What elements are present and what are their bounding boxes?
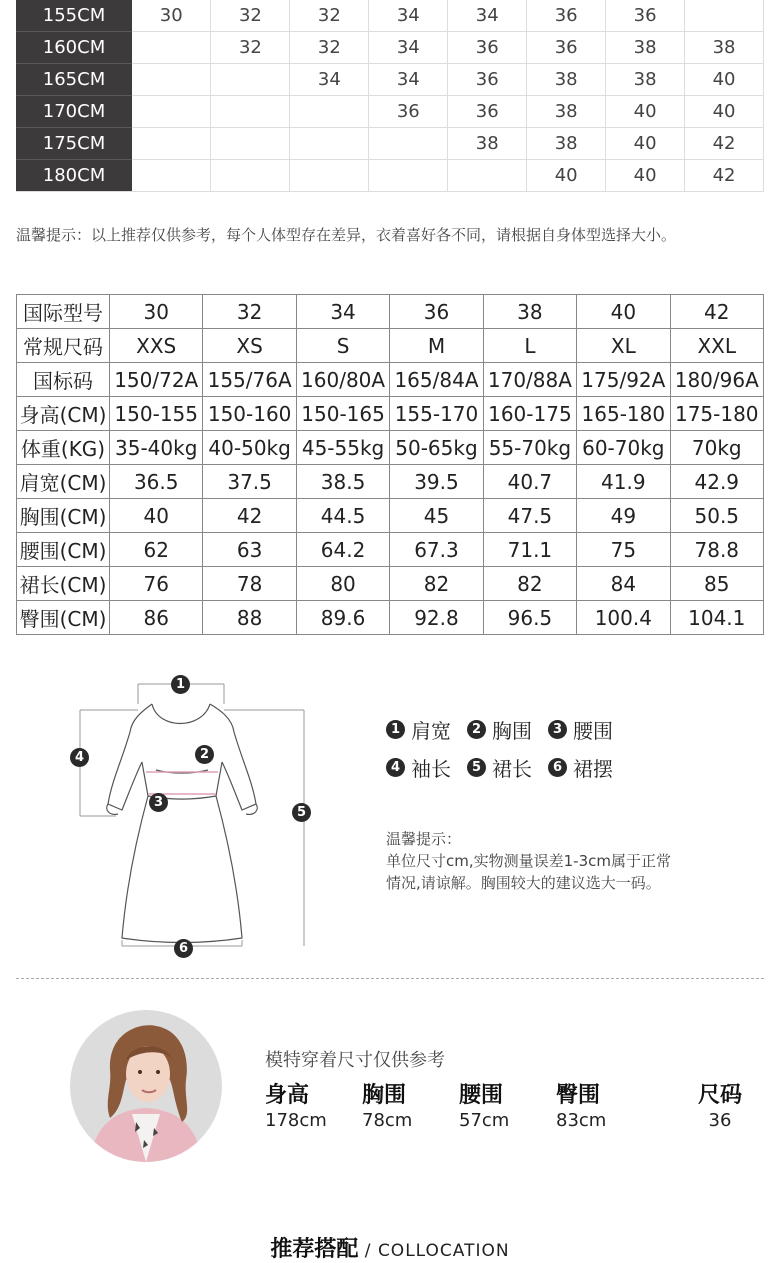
model-col-chest: 胸围 78cm (362, 1083, 413, 1131)
collocation-cn: 推荐搭配 (270, 1237, 359, 1262)
spec-cell: 96.5 (483, 601, 576, 635)
rec-row (16, 64, 764, 96)
badge-icon: 6 (548, 758, 567, 777)
spec-cell: 88 (203, 601, 296, 635)
spec-cell: 36 (390, 295, 483, 329)
legend-hem: 6 裙摆 (548, 753, 613, 782)
measurement-tip (386, 828, 671, 894)
spec-cell: 89.6 (296, 601, 389, 635)
spec-cell: 50.5 (670, 499, 763, 533)
rec-cell (132, 128, 211, 160)
spec-cell: 70kg (670, 431, 763, 465)
spec-cell: 80 (296, 567, 389, 601)
spec-cell: XL (577, 329, 670, 363)
spec-cell: 180/96A (670, 363, 763, 397)
height-size-table (16, 0, 764, 192)
rec-cell (132, 32, 211, 64)
spec-cell: XXS (110, 329, 203, 363)
rec-cell: 36 (448, 32, 527, 64)
rec-cell (211, 96, 290, 128)
spec-cell: 175-180 (670, 397, 763, 431)
spec-label: 臀围(CM) (17, 601, 110, 635)
spec-cell: 85 (670, 567, 763, 601)
spec-cell: 100.4 (577, 601, 670, 635)
spec-row (17, 499, 764, 533)
spec-cell: 67.3 (390, 533, 483, 567)
spec-cell: 40 (577, 295, 670, 329)
size-tip: 温馨提示：以上推荐仅供参考，每个人体型存在差异，衣着喜好各不同，请根据自身体型选择大小。 (16, 226, 677, 244)
spec-cell: 160/80A (296, 363, 389, 397)
measurement-legend (386, 710, 629, 786)
model-avatar (70, 1010, 222, 1162)
rec-height-label: 180CM (16, 160, 132, 192)
badge-2-icon: 2 (195, 745, 214, 764)
rec-height-label: 155CM (16, 0, 132, 32)
rec-cell (211, 64, 290, 96)
spec-cell: 63 (203, 533, 296, 567)
spec-cell: 40 (110, 499, 203, 533)
spec-cell: 84 (577, 567, 670, 601)
spec-cell: 78 (203, 567, 296, 601)
dress-outline-illustration (60, 670, 330, 970)
rec-row (16, 128, 764, 160)
rec-cell: 32 (211, 0, 290, 32)
spec-row (17, 533, 764, 567)
dress-diagram (60, 670, 330, 970)
spec-cell: 42 (203, 499, 296, 533)
rec-cell: 40 (527, 160, 606, 192)
spec-cell: 150-165 (296, 397, 389, 431)
rec-cell (685, 0, 764, 32)
model-col-height: 身高 178cm (265, 1083, 327, 1131)
rec-cell (448, 160, 527, 192)
badge-1-icon: 1 (171, 675, 190, 694)
rec-cell (369, 160, 448, 192)
badge-icon: 5 (467, 758, 486, 777)
spec-cell: 34 (296, 295, 389, 329)
spec-cell: 64.2 (296, 533, 389, 567)
rec-cell (132, 160, 211, 192)
model-photo-illustration (70, 1010, 222, 1162)
rec-cell: 34 (369, 0, 448, 32)
spec-row (17, 363, 764, 397)
spec-row (17, 295, 764, 329)
spec-cell: 41.9 (577, 465, 670, 499)
spec-cell: 104.1 (670, 601, 763, 635)
rec-cell: 40 (606, 96, 685, 128)
spec-cell: 35-40kg (110, 431, 203, 465)
spec-cell: 38.5 (296, 465, 389, 499)
rec-cell: 32 (290, 32, 369, 64)
rec-cell: 36 (527, 32, 606, 64)
badge-5-icon: 5 (292, 803, 311, 822)
spec-cell: 47.5 (483, 499, 576, 533)
rec-height-label: 160CM (16, 32, 132, 64)
spec-label: 裙长(CM) (17, 567, 110, 601)
spec-cell: 160-175 (483, 397, 576, 431)
rec-cell: 38 (527, 64, 606, 96)
spec-cell: 45-55kg (296, 431, 389, 465)
spec-cell: 42 (670, 295, 763, 329)
spec-row (17, 431, 764, 465)
spec-row (17, 601, 764, 635)
rec-cell: 36 (448, 64, 527, 96)
spec-cell: 38 (483, 295, 576, 329)
spec-cell: 55-70kg (483, 431, 576, 465)
rec-cell: 36 (606, 0, 685, 32)
rec-cell: 34 (448, 0, 527, 32)
spec-label: 胸围(CM) (17, 499, 110, 533)
rec-cell (290, 160, 369, 192)
spec-cell: 37.5 (203, 465, 296, 499)
rec-row (16, 160, 764, 192)
rec-height-label: 165CM (16, 64, 132, 96)
rec-cell (290, 128, 369, 160)
rec-cell: 34 (290, 64, 369, 96)
spec-label: 体重(KG) (17, 431, 110, 465)
rec-cell: 42 (685, 160, 764, 192)
badge-6-icon: 6 (174, 939, 193, 958)
rec-cell (132, 96, 211, 128)
rec-cell: 36 (448, 96, 527, 128)
badge-icon: 2 (467, 720, 486, 739)
spec-cell: 155-170 (390, 397, 483, 431)
tip-line: 单位尺寸cm,实物测量误差1-3cm属于正常 (386, 852, 671, 870)
rec-cell: 42 (685, 128, 764, 160)
rec-row (16, 32, 764, 64)
model-col-hip: 臀围 83cm (556, 1083, 607, 1131)
spec-cell: 50-65kg (390, 431, 483, 465)
tip-line: 情况,请谅解。胸围较大的建议选大一码。 (386, 874, 661, 892)
rec-cell: 40 (685, 96, 764, 128)
rec-cell (211, 160, 290, 192)
spec-cell: 40.7 (483, 465, 576, 499)
rec-cell: 34 (369, 64, 448, 96)
legend-shoulder: 1 肩宽 (386, 715, 451, 744)
spec-cell: L (483, 329, 576, 363)
spec-label: 国标码 (17, 363, 110, 397)
spec-cell: 150/72A (110, 363, 203, 397)
spec-cell: 75 (577, 533, 670, 567)
model-col-size: 尺码 36 (697, 1083, 742, 1131)
rec-cell: 36 (369, 96, 448, 128)
spec-cell: 45 (390, 499, 483, 533)
spec-cell: 175/92A (577, 363, 670, 397)
spec-cell: 42.9 (670, 465, 763, 499)
badge-icon: 3 (548, 720, 567, 739)
size-spec-table (16, 294, 764, 635)
rec-cell: 30 (132, 0, 211, 32)
rec-cell: 38 (606, 64, 685, 96)
spec-cell: 165/84A (390, 363, 483, 397)
spec-row (17, 397, 764, 431)
spec-cell: 71.1 (483, 533, 576, 567)
spec-row (17, 329, 764, 363)
legend-sleeve: 4 袖长 (386, 753, 451, 782)
rec-cell: 38 (685, 32, 764, 64)
rec-cell: 36 (527, 0, 606, 32)
rec-cell: 32 (211, 32, 290, 64)
spec-cell: M (390, 329, 483, 363)
spec-label: 肩宽(CM) (17, 465, 110, 499)
spec-cell: 78.8 (670, 533, 763, 567)
divider (16, 978, 764, 979)
rec-cell (290, 96, 369, 128)
model-title: 模特穿着尺寸仅供参考 (265, 1050, 445, 1071)
spec-cell: XS (203, 329, 296, 363)
badge-icon: 1 (386, 720, 405, 739)
spec-cell: 165-180 (577, 397, 670, 431)
spec-cell: 60-70kg (577, 431, 670, 465)
rec-cell: 38 (448, 128, 527, 160)
rec-cell: 38 (606, 32, 685, 64)
spec-cell: 62 (110, 533, 203, 567)
spec-row (17, 567, 764, 601)
model-measurements (265, 1078, 750, 1131)
rec-cell: 40 (685, 64, 764, 96)
spec-cell: 49 (577, 499, 670, 533)
spec-cell: S (296, 329, 389, 363)
spec-label: 腰围(CM) (17, 533, 110, 567)
spec-cell: 155/76A (203, 363, 296, 397)
spec-cell: 82 (483, 567, 576, 601)
spec-label: 身高(CM) (17, 397, 110, 431)
spec-cell: 40-50kg (203, 431, 296, 465)
rec-height-label: 175CM (16, 128, 132, 160)
rec-cell: 40 (606, 128, 685, 160)
spec-cell: 76 (110, 567, 203, 601)
badge-4-icon: 4 (70, 748, 89, 767)
spec-cell: 150-155 (110, 397, 203, 431)
spec-cell: 170/88A (483, 363, 576, 397)
rec-row (16, 0, 764, 32)
rec-cell (132, 64, 211, 96)
badge-3-icon: 3 (149, 793, 168, 812)
spec-cell: 92.8 (390, 601, 483, 635)
rec-cell: 40 (606, 160, 685, 192)
rec-cell (211, 128, 290, 160)
collocation-en: / COLLOCATION (358, 1241, 510, 1261)
spec-cell: 82 (390, 567, 483, 601)
spec-cell: 39.5 (390, 465, 483, 499)
rec-cell: 38 (527, 128, 606, 160)
rec-cell: 38 (527, 96, 606, 128)
spec-label: 国际型号 (17, 295, 110, 329)
spec-row (17, 465, 764, 499)
spec-cell: 36.5 (110, 465, 203, 499)
spec-cell: 32 (203, 295, 296, 329)
rec-height-label: 170CM (16, 96, 132, 128)
legend-chest: 2 胸围 (467, 715, 532, 744)
spec-cell: 30 (110, 295, 203, 329)
spec-label: 常规尺码 (17, 329, 110, 363)
spec-cell: 86 (110, 601, 203, 635)
model-col-waist: 腰围 57cm (459, 1083, 510, 1131)
tip-title: 温馨提示： (386, 830, 462, 848)
rec-cell (369, 128, 448, 160)
spec-cell: 44.5 (296, 499, 389, 533)
rec-cell: 34 (369, 32, 448, 64)
rec-row (16, 96, 764, 128)
spec-cell: XXL (670, 329, 763, 363)
spec-cell: 150-160 (203, 397, 296, 431)
badge-icon: 4 (386, 758, 405, 777)
rec-cell: 32 (290, 0, 369, 32)
legend-length: 5 裙长 (467, 753, 532, 782)
legend-waist: 3 腰围 (548, 715, 613, 744)
